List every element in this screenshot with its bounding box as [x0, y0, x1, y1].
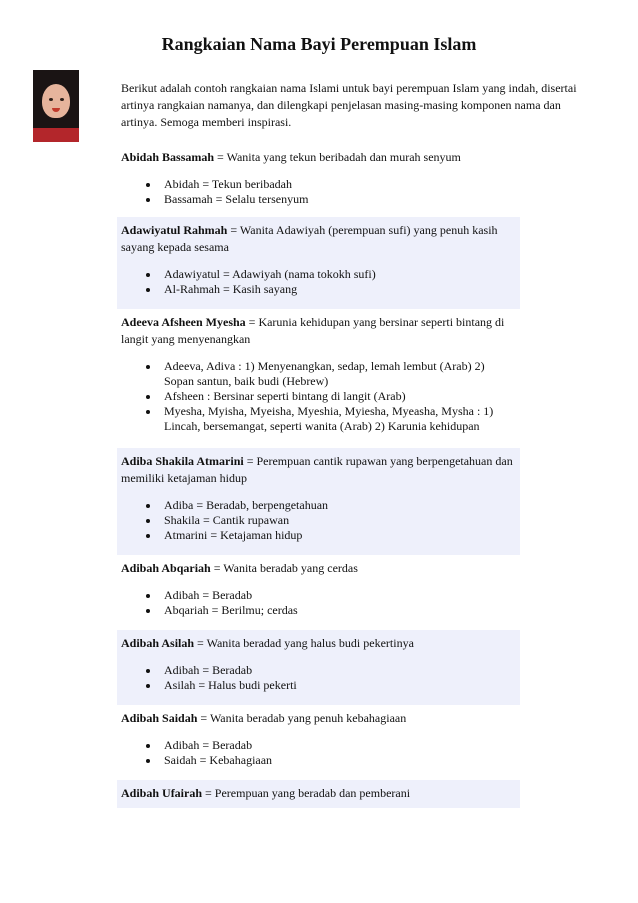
list-item	[164, 192, 516, 207]
entry-heading	[121, 635, 516, 652]
list-item-text: Shakila = Cantik rupawan	[164, 513, 290, 527]
entry-heading	[121, 222, 516, 256]
list-item-text: Atmarini = Ketajaman hidup	[164, 528, 303, 542]
bullet-icon	[146, 684, 150, 688]
list-item-text: Al-Rahmah = Kasih sayang	[164, 282, 298, 296]
list-item-text: Adibah = Beradab	[164, 588, 253, 602]
entry-meaning: = Karunia kehidupan yang bersinar seperti bintang di langit yang menyenangkan	[121, 315, 505, 346]
name-entry	[117, 217, 520, 309]
name-entry	[117, 705, 520, 780]
list-item-text: Abidah = Tekun beribadah	[164, 177, 293, 191]
entry-heading	[121, 453, 516, 487]
page-title: Rangkaian Nama Bayi Perempuan Islam	[161, 34, 477, 54]
entry-meaning: = Wanita Adawiyah (perempuan sufi) yang penuh kasih sayang kepada sesama	[121, 223, 498, 254]
bullet-icon	[146, 519, 150, 523]
component-list	[121, 267, 516, 297]
bullet-icon	[146, 759, 150, 763]
entry-name: Adawiyatul Rahmah	[121, 223, 228, 237]
name-entry	[117, 555, 520, 630]
bullet-icon	[146, 534, 150, 538]
entry-heading	[121, 149, 516, 166]
bullet-icon	[146, 288, 150, 292]
entry-heading	[121, 314, 516, 348]
bullet-icon	[146, 198, 150, 202]
name-entry	[117, 780, 520, 808]
entry-meaning: = Wanita yang tekun beribadah dan murah senyum	[214, 150, 461, 164]
red-clothing	[33, 128, 79, 142]
list-item-text: Saidah = Kebahagiaan	[164, 753, 273, 767]
list-item	[164, 389, 516, 404]
list-item	[164, 603, 516, 618]
bullet-icon	[146, 395, 150, 399]
entry-name: Adibah Abqariah	[121, 561, 211, 575]
left-eye	[49, 98, 53, 101]
entry-heading	[121, 710, 516, 727]
bullet-icon	[146, 504, 150, 508]
bullet-icon	[146, 744, 150, 748]
name-entries	[117, 144, 520, 808]
list-item-text: Adeeva, Adiva : 1) Menyenangkan, sedap, lemah lembut (Arab) 2) Sopan santun, baik budi (Hebrew)	[164, 359, 485, 388]
baby-photo	[33, 70, 79, 142]
list-item	[164, 282, 516, 297]
list-item	[164, 177, 516, 192]
list-item-text: Adibah = Beradab	[164, 738, 253, 752]
entry-name: Adibah Asilah	[121, 636, 195, 650]
list-item	[164, 663, 516, 678]
bullet-icon	[146, 365, 150, 369]
list-item	[164, 738, 516, 753]
entry-name: Adibah Ufairah	[121, 786, 203, 800]
list-item	[164, 678, 516, 693]
entry-meaning: = Perempuan yang beradab dan pemberani	[202, 786, 411, 800]
entry-name: Adibah Saidah	[121, 711, 198, 725]
component-list	[121, 738, 516, 768]
entry-meaning: = Wanita beradad yang halus budi pekertinya	[194, 636, 414, 650]
bullet-icon	[146, 594, 150, 598]
list-item-text: Adawiyatul = Adawiyah (nama tokokh sufi)	[164, 267, 376, 281]
name-entry	[117, 309, 520, 448]
list-item	[164, 588, 516, 603]
bullet-icon	[146, 669, 150, 673]
list-item-text: Adibah = Beradab	[164, 663, 253, 677]
entry-meaning: = Wanita beradab yang cerdas	[210, 561, 358, 575]
name-entry	[117, 448, 520, 555]
entry-meaning: = Wanita beradab yang penuh kebahagiaan	[197, 711, 407, 725]
component-list	[121, 177, 516, 207]
list-item	[164, 267, 516, 282]
list-item-text: Abqariah = Berilmu; cerdas	[164, 603, 298, 617]
component-list	[121, 663, 516, 693]
right-eye	[60, 98, 64, 101]
name-entry	[117, 630, 520, 705]
entry-name: Abidah Bassamah	[121, 150, 215, 164]
intro-paragraph: Berikut adalah contoh rangkaian nama Islami untuk bayi perempuan Islam yang indah, disertai artinya rangkaian namanya, dan dilengkapi penjelasan masing-masing komponen nama dan artinya. Semoga memberi inspirasi.	[121, 81, 577, 129]
list-item	[164, 498, 516, 513]
list-item-text: Asilah = Halus budi pekerti	[164, 678, 297, 692]
entry-heading	[121, 785, 516, 802]
list-item	[164, 528, 516, 543]
entry-heading	[121, 560, 516, 577]
bullet-icon	[146, 609, 150, 613]
list-item-text: Afsheen : Bersinar seperti bintang di langit (Arab)	[164, 389, 406, 403]
baby-face	[42, 84, 70, 118]
list-item	[164, 753, 516, 768]
list-item-text: Adiba = Beradab, berpengetahuan	[164, 498, 329, 512]
list-item	[164, 359, 516, 389]
component-list	[121, 588, 516, 618]
entry-name: Adiba Shakila Atmarini	[121, 454, 244, 468]
name-entry	[117, 144, 520, 217]
entry-name: Adeeva Afsheen Myesha	[121, 315, 246, 329]
bullet-icon	[146, 183, 150, 187]
bullet-icon	[146, 273, 150, 277]
component-list	[121, 359, 516, 434]
bullet-icon	[146, 410, 150, 414]
list-item-text: Myesha, Myisha, Myeisha, Myeshia, Myiesha, Myeasha, Mysha : 1) Lincah, bersemangat, seperti wanita (Arab) 2) Karunia kehidupan	[164, 404, 494, 433]
list-item-text: Bassamah = Selalu tersenyum	[164, 192, 309, 206]
list-item	[164, 404, 516, 434]
component-list	[121, 498, 516, 543]
list-item	[164, 513, 516, 528]
entry-meaning: = Perempuan cantik rupawan yang berpengetahuan dan memiliki ketajaman hidup	[121, 454, 513, 485]
